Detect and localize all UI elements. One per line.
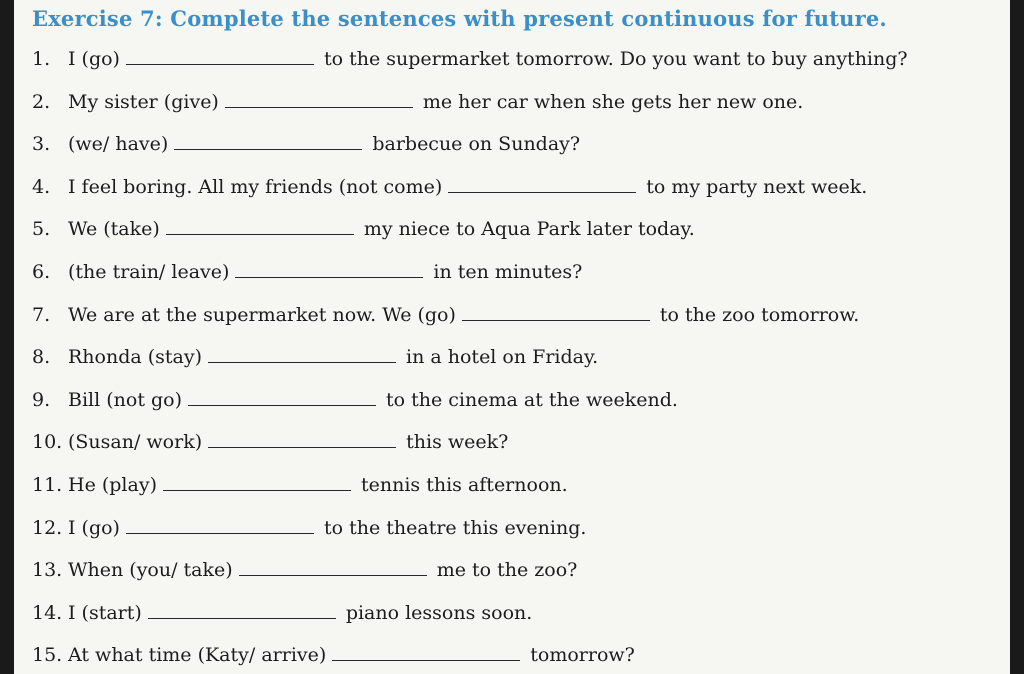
item-number: 13. [32, 559, 63, 582]
answer-blank[interactable] [174, 149, 362, 150]
answer-blank[interactable] [332, 660, 520, 661]
sentence-rest: to the cinema at the weekend. [386, 388, 678, 411]
sentence-rest: barbecue on Sunday? [372, 133, 581, 156]
sentence-rest: to the zoo tomorrow. [659, 303, 860, 326]
answer-blank[interactable] [163, 490, 351, 491]
sentence-rest: tomorrow? [530, 644, 635, 667]
sentence-prompt: We are at the supermarket now. We (go) [68, 303, 456, 326]
answer-blank[interactable] [225, 107, 413, 108]
sentence-item [32, 218, 1007, 261]
item-number: 3. [32, 133, 51, 156]
sentence-rest: to the theatre this evening. [323, 516, 587, 539]
sentence-prompt: My sister (give) [68, 90, 219, 113]
answer-blank[interactable] [208, 362, 396, 363]
item-number: 6. [32, 260, 51, 283]
sentence-item [32, 559, 1007, 602]
sentence-rest: tennis this afternoon. [360, 473, 568, 496]
answer-blank[interactable] [208, 447, 396, 448]
sentence-item [32, 431, 1007, 474]
sentence-item [32, 474, 1007, 517]
sentence-rest: to the supermarket tomorrow. Do you want to buy anything? [323, 48, 908, 70]
sentence-item [32, 346, 1007, 389]
item-number: 14. [32, 601, 63, 624]
sentence-item [32, 91, 1007, 134]
sentence-prompt: I (go) [68, 48, 120, 70]
answer-blank[interactable] [166, 234, 354, 235]
sentence-prompt: He (play) [68, 473, 157, 496]
sentence-prompt: We (take) [68, 218, 160, 241]
sentence-prompt: (Susan/ work) [68, 431, 203, 454]
sentence-prompt: At what time (Katy/ arrive) [68, 644, 327, 667]
sentence-prompt: I (go) [68, 516, 120, 539]
sentence-item [32, 133, 1007, 176]
item-number: 7. [32, 303, 51, 326]
answer-blank[interactable] [235, 277, 423, 278]
item-number: 2. [32, 90, 51, 113]
item-number: 4. [32, 175, 51, 198]
answer-blank[interactable] [126, 533, 314, 534]
answer-blank[interactable] [148, 618, 336, 619]
exercise-title: Exercise 7: Complete the sentences with present continuous for future. [32, 6, 887, 31]
sentence-item [32, 304, 1007, 347]
sentence-rest: piano lessons soon. [345, 601, 533, 624]
sentence-prompt: I feel boring. All my friends (not come) [68, 175, 443, 198]
answer-blank[interactable] [448, 192, 636, 193]
answer-blank[interactable] [188, 405, 376, 406]
answer-blank[interactable] [462, 320, 650, 321]
item-number: 11. [32, 473, 63, 496]
sentence-list [32, 48, 1007, 674]
answer-blank[interactable] [126, 64, 314, 65]
sentence-item [32, 389, 1007, 432]
sentence-prompt: Rhonda (stay) [68, 346, 203, 369]
sentence-rest: me to the zoo? [436, 559, 578, 582]
sentence-prompt: (we/ have) [68, 133, 169, 156]
item-number: 9. [32, 388, 51, 411]
sentence-prompt: Bill (not go) [68, 388, 183, 411]
worksheet-page [14, 0, 1010, 674]
sentence-item [32, 517, 1007, 560]
sentence-item [32, 602, 1007, 645]
sentence-rest: to my party next week. [646, 175, 868, 198]
sentence-item [32, 644, 1007, 674]
sentence-item [32, 48, 1007, 91]
item-number: 8. [32, 346, 51, 369]
item-number: 5. [32, 218, 51, 241]
answer-blank[interactable] [239, 575, 427, 576]
sentence-prompt: When (you/ take) [68, 559, 233, 582]
sentence-rest: my niece to Aqua Park later today. [363, 218, 695, 241]
item-number: 15. [32, 644, 63, 667]
sentence-prompt: (the train/ leave) [68, 260, 230, 283]
sentence-rest: this week? [406, 431, 509, 454]
item-number: 10. [32, 431, 63, 454]
sentence-item [32, 261, 1007, 304]
item-number: 1. [32, 48, 51, 70]
sentence-rest: in a hotel on Friday. [406, 346, 599, 369]
sentence-item [32, 176, 1007, 219]
sentence-prompt: I (start) [68, 601, 142, 624]
sentence-rest: me her car when she gets her new one. [422, 90, 804, 113]
item-number: 12. [32, 516, 63, 539]
sentence-rest: in ten minutes? [433, 260, 583, 283]
